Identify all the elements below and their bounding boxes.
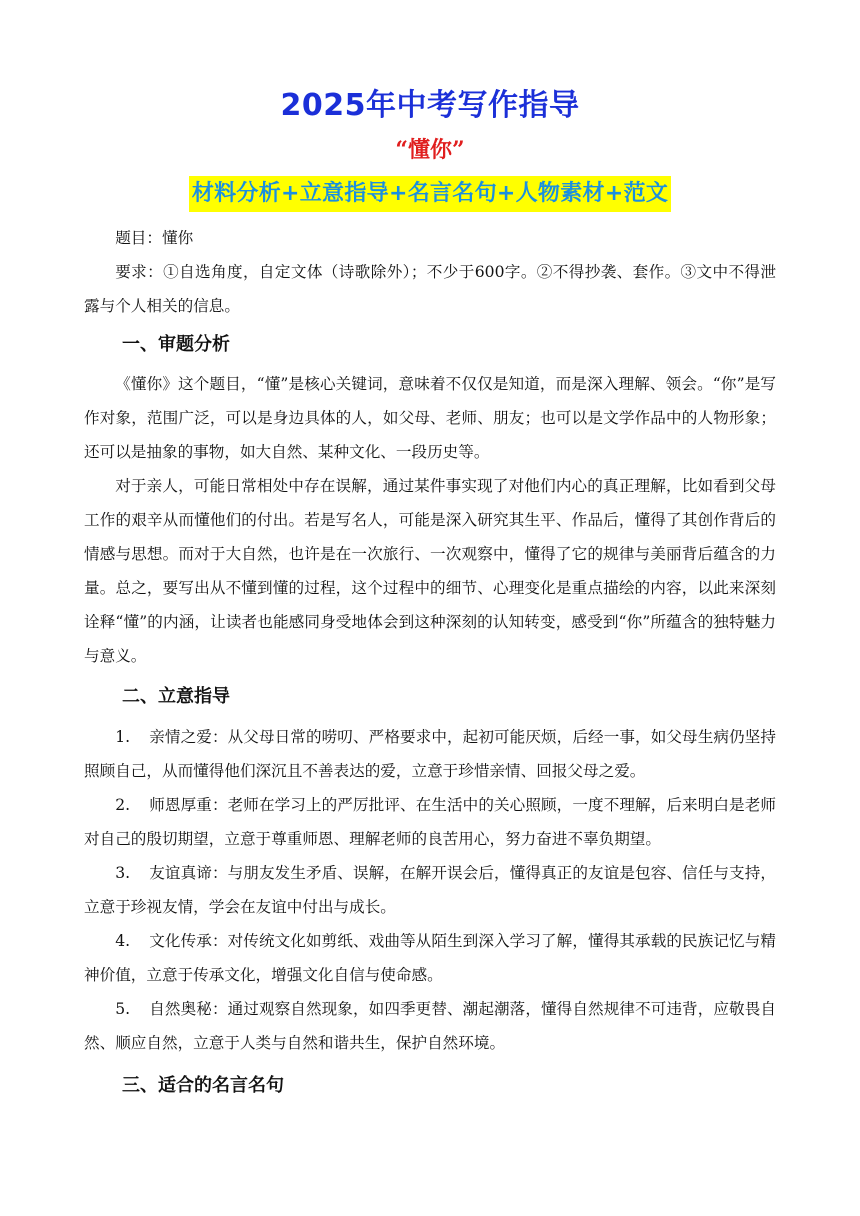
topic-line: 题目：懂你 xyxy=(115,229,194,247)
analysis-paragraph-1: 《懂你》这个题目，“懂”是核心关键词，意味着不仅仅是知道，而是深入理解、领会。“你”是写作对象，范围广泛，可以是身边具体的人，如父母、老师、朋友；也可以是文学作品中的人物形象；还可以是抽象的事物，如大自然、某种文化、一段历史等。 xyxy=(84,375,776,461)
document-title: 2025年中考写作指导 xyxy=(280,88,580,123)
highlighted-tagline: 材料分析+立意指导+名言名句+人物素材+范文 xyxy=(189,176,671,212)
theme-item-4 xyxy=(84,924,776,992)
theme-item-number: 4. xyxy=(115,932,131,950)
requirements-paragraph: 要求：①自选角度，自定文体（诗歌除外）；不少于600字。②不得抄袭、套作。③文中不得泄露与个人相关的信息。 xyxy=(84,263,776,315)
section-heading-themes: 二、立意指导 xyxy=(122,686,230,707)
theme-item-text: 自然奥秘：通过观察自然现象，如四季更替、潮起潮落，懂得自然规律不可违背，应敬畏自然、顺应自然，立意于人类与自然和谐共生，保护自然环境。 xyxy=(84,1000,776,1052)
theme-item-text: 友谊真谛：与朋友发生矛盾、误解，在解开误会后，懂得真正的友谊是包容、信任与支持，立意于珍视友情，学会在友谊中付出与成长。 xyxy=(84,864,776,916)
tagline-container xyxy=(0,176,860,212)
theme-item-number: 3. xyxy=(115,864,131,882)
theme-item-number: 5. xyxy=(115,1000,131,1018)
theme-item-number: 1. xyxy=(115,728,131,746)
theme-item-2 xyxy=(84,788,776,856)
theme-item-text: 师恩厚重：老师在学习上的严厉批评、在生活中的关心照顾，一度不理解，后来明白是老师对自己的殷切期望，立意于尊重师恩、理解老师的良苦用心，努力奋进不辜负期望。 xyxy=(84,796,776,848)
document-subtitle: “懂你” xyxy=(395,137,465,163)
theme-item-5 xyxy=(84,992,776,1060)
theme-item-text: 亲情之爱：从父母日常的唠叨、严格要求中，起初可能厌烦，后经一事，如父母生病仍坚持照顾自己，从而懂得他们深沉且不善表达的爱，立意于珍惜亲情、回报父母之爱。 xyxy=(84,728,776,780)
theme-item-text: 文化传承：对传统文化如剪纸、戏曲等从陌生到深入学习了解，懂得其承载的民族记忆与精神价值，立意于传承文化，增强文化自信与使命感。 xyxy=(84,932,776,984)
section-heading-analysis: 一、审题分析 xyxy=(122,334,230,355)
theme-item-3 xyxy=(84,856,776,924)
theme-item-1 xyxy=(84,720,776,788)
section-heading-quotes: 三、适合的名言名句 xyxy=(122,1075,284,1096)
analysis-paragraph-2: 对于亲人，可能日常相处中存在误解，通过某件事实现了对他们内心的真正理解，比如看到父母工作的艰辛从而懂他们的付出。若是写名人，可能是深入研究其生平、作品后，懂得了其创作背后的情感与思想。而对于大自然，也许是在一次旅行、一次观察中，懂得了它的规律与美丽背后蕴含的力量。总之，要写出从不懂到懂的过程，这个过程中的细节、心理变化是重点描绘的内容，以此来深刻诠释“懂”的内涵，让读者也能感同身受地体会到这种深刻的认知转变，感受到“你”所蕴含的独特魅力与意义。 xyxy=(84,477,776,665)
theme-item-number: 2. xyxy=(115,796,131,814)
